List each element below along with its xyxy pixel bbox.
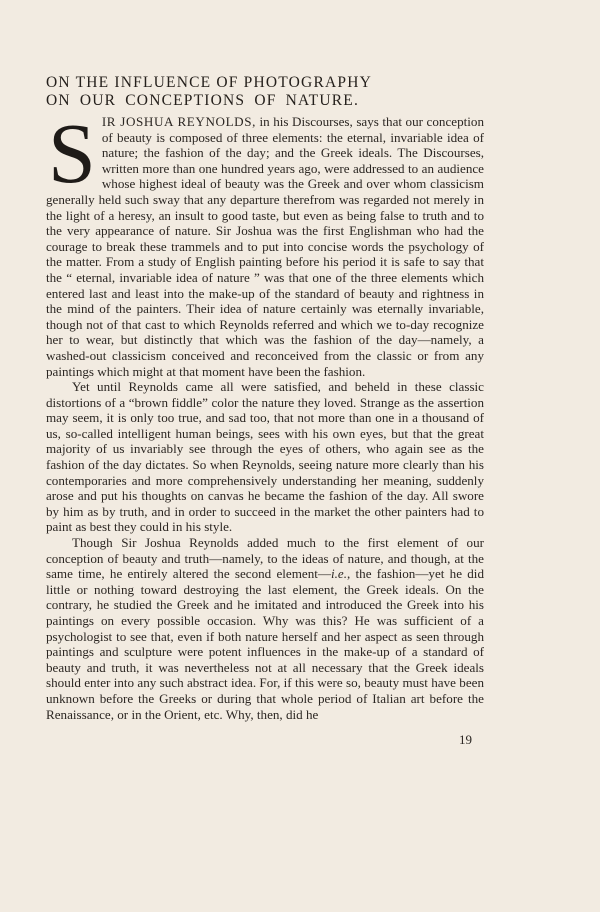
paragraph-1-text: in his Discourses, says that our conception of beauty is composed of three elements: the eternal, invariable idea of nature; the fashion of the day; and the Greek ideals. The Discourses, written more than one hundred years ago, were addressed to an audience whose highest ideal of beauty was the Greek and over whom classicism generally held such sway that any departure therefrom was regarded not merely in the light of a heresy, an insult to good taste, but even as being false to truth and to the very appearance of nature. Sir Joshua was the first Englishman who had the courage to break these trammels and to put into concise words the psychology of the matter. From a study of English painting before his period it is safe to say that the “ eternal, invariable idea of nature ” was that one of the three elements which entered last and least into the make-up of the standard of beauty and rightness in the mind of the painters. Their idea of nature certainly was eternally invariable, though not of that cast to which Reynolds referred and which we to-day recognize her to wear, but distinctly that which was the fashion of the day—namely, a washed-out classicism conceived and reconceived from the classic or from any paintings which might at that moment have been the fashion. <box>46 114 484 379</box>
chapter-heading <box>46 74 466 110</box>
paragraph-3-text-b: , the fashion—yet he did little or nothing toward destroying the last element, the Greek ideals. On the contrary, he studied the Greek and he imitated and introduced the Greek into his paintings on every possible occasion. Why was this? He was sufficient of a psychologist to see that, even if both nature herself and her aspect as seen through paintings and sculpture were potent influences in the make-up of a standard of beauty and truth, it was nevertheless not at all necessary that the Greek ideals should enter into any such abstract idea. For, if this were so, beauty must have been unknown before the Greeks or during that whole period of Italian art before the Renaissance, or in the Orient, etc. Why, then, did he <box>46 566 484 722</box>
article-body <box>46 105 484 722</box>
heading-line-2: ON OUR CONCEPTIONS OF NATURE. <box>46 92 360 109</box>
paragraph-3 <box>46 535 484 722</box>
page-number: 19 <box>459 732 472 747</box>
heading-line-1: ON THE INFLUENCE OF PHOTOGRAPHY <box>46 74 372 91</box>
opening-words: IR JOSHUA REYNOLDS, <box>101 114 256 129</box>
drop-cap: S <box>48 105 96 201</box>
paragraph-1 <box>46 105 484 379</box>
paragraph-3-ie: i.e. <box>331 566 348 582</box>
paragraph-3-text-a: Though Sir Joshua Reynolds added much to the first element of our conception of beauty and truth—namely, to the ideas of nature, and though, at the same time, he entirely altered the second element— <box>46 535 484 582</box>
paragraph-2: Yet until Reynolds came all were satisfied, and beheld in these classic distortions of a “brown fiddle” color the nature they loved. Strange as the assertion may seem, it is only too true, and sad too, that not more than one in a thousand of us, so-called intelligent human beings, sees with his own eyes, but that the great majority of us invariably see through the eyes of others, who again see as the fashion of the day dictates. So when Reynolds, seeing nature more clearly than his contemporaries and more comprehensively understanding her meaning, suddenly arose and put his thoughts on canvas he became the fashion of the day. All swore by him as by truth, and in order to succeed in the market the other painters had to paint as best they could in his style. <box>46 379 484 535</box>
